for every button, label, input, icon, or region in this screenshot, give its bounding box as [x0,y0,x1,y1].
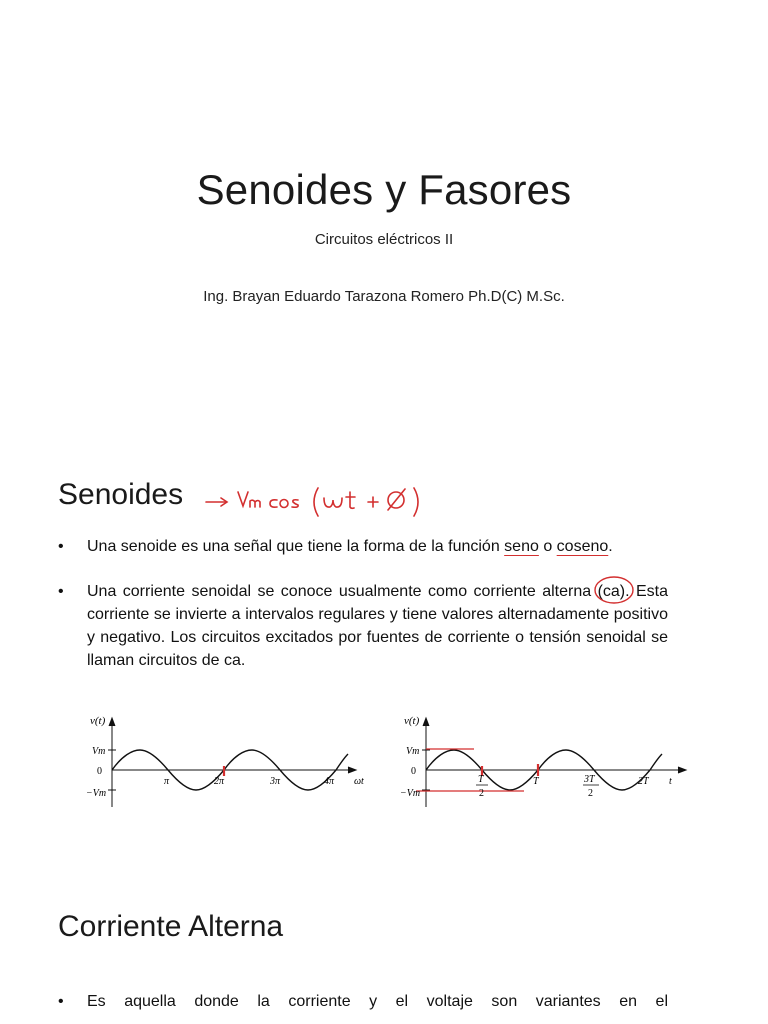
tick-4pi: 4π [324,776,335,787]
word-o: o [538,538,557,555]
bullet-senoide-definition [58,535,668,558]
ca-circled [598,580,626,603]
corriente-alterna-heading: Corriente Alterna [58,910,284,943]
word-ca: (ca) [597,583,626,600]
bullet1-suffix: . [608,538,613,555]
neg-vm-label: −Vm [86,788,107,799]
y-axis-label: v(t) [90,715,106,727]
tick-3pi: 3π [270,776,281,787]
page-title: Senoides y Fasores [196,166,572,213]
word-coseno: coseno [556,538,609,555]
neg-vm-label: −Vm [400,788,421,799]
word-seno: seno [504,538,539,555]
bullet-dot: • [58,993,64,1010]
tick-2t: 2T [638,776,649,787]
tick-t: T [533,776,539,787]
sinusoid-plot-time [396,712,696,822]
corriente-bullet-text: Es aquella donde la corriente y el voltaje son variantes en el [87,993,668,1010]
handwritten-formula [200,480,440,520]
tick-3t-half-den: 2 [588,788,593,799]
bullet1-prefix: Una senoide es una señal que tiene la forma de la función [87,538,505,555]
tick-3t-half-num: 3T [584,774,595,785]
y-axis-label: v(t) [404,715,420,727]
tick-t-half-num: T [478,774,484,785]
bullet-corriente-alterna [58,580,668,672]
red-circle-annotation [592,574,636,606]
sinusoid-plot-angle [84,712,374,812]
bullet2-prefix: Una corriente senoidal se conoce usualmente como corriente alterna [87,583,598,600]
zero-label: 0 [97,766,102,777]
vm-label: Vm [406,746,420,757]
tick-pi: π [164,776,170,787]
bullet2-rest: . Esta corriente se invierte a intervalos regulares y tiene valores alternadamente positivo y negativo. Los circuitos excitados por fuentes de corriente o tensión senoidal se llaman circuitos de ca. [87,583,669,669]
zero-label: 0 [411,766,416,777]
senoides-heading: Senoides [58,478,184,511]
tick-t-half-den: 2 [479,788,484,799]
tick-2pi: 2π [214,776,225,787]
bullet-dot: • [58,538,64,555]
x-axis-label: t [669,776,672,787]
bullet-dot: • [58,583,64,600]
vm-label: Vm [92,746,106,757]
course-subtitle: Circuitos eléctricos II [314,231,454,248]
bullet-corriente-definition [58,990,668,1013]
x-axis-label: ωt [354,776,364,787]
author-line: Ing. Brayan Eduardo Tarazona Romero Ph.D(C) M.Sc. [203,288,565,305]
